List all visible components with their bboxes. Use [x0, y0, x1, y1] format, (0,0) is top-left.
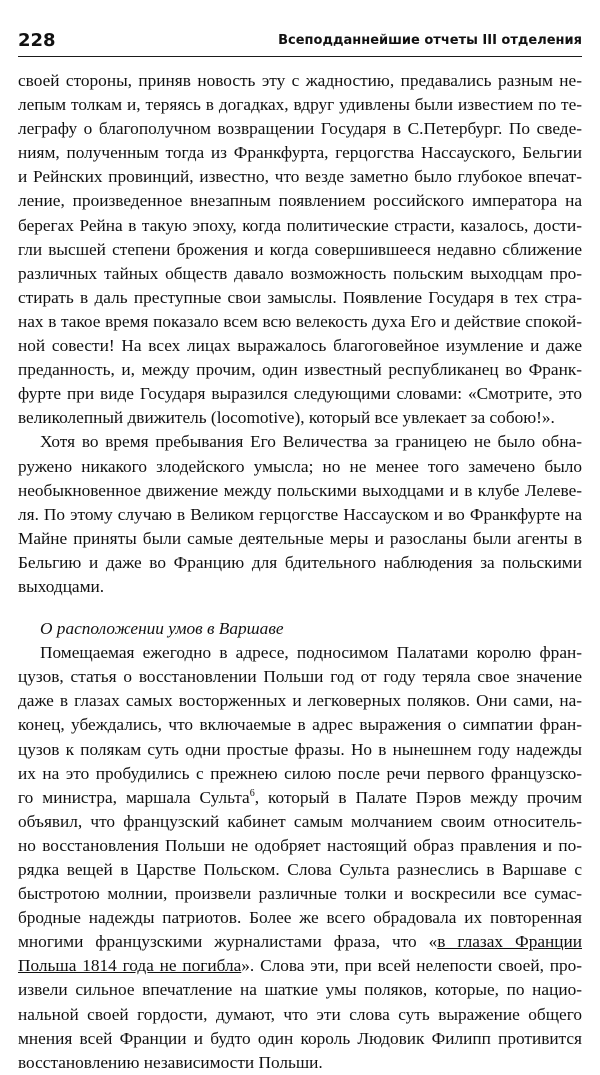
line-text: го министра, маршала Сульта	[18, 787, 250, 807]
text-line: восстановлению независимости Польши.	[18, 1052, 323, 1072]
text-line: ной совести! На всех лицах выражалось благоговейное изумление и даже	[18, 336, 582, 356]
text-line: ружено никакого злодейского умысла; но не менее того замечено было	[18, 456, 582, 476]
text-line: стирать в даль преступные свои замыслы. Появление Государя в тех стра-	[18, 287, 582, 307]
line-text: многими французскими журналистами фраза, что «	[18, 932, 438, 952]
text-line-with-footnote	[18, 786, 582, 810]
text-line: цузов к полякам суть одни простые фразы. Но в нынешнем году надежды	[18, 739, 582, 759]
text-line: берегах Рейна в такую эпоху, когда политические страсти, казалось, дости-	[18, 215, 582, 235]
text-line: и Рейнских провинций, известно, что везде заметно было глубокое впечат-	[18, 167, 582, 187]
underlined-quote: в глазах Франции	[437, 932, 582, 952]
line-text: ». Слова эти, при всей нелепости своей, про-	[241, 956, 582, 976]
footnote-reference: 6	[249, 787, 255, 799]
text-line: конец, убеждались, что включаемые в адрес выражения о симпатии фран-	[18, 715, 582, 735]
text-line: извели сильное впечатление на шаткие умы поляков, которые, по нацио-	[18, 980, 582, 1000]
text-line: гли высшей степени брожения и когда совершившееся недавно сближение	[18, 239, 582, 259]
underlined-quote: Польша 1814 года не погибла	[18, 956, 242, 976]
text-line: Хотя во время пребывания Его Величества за границею не было обна-	[40, 432, 582, 452]
line-text: , который в Палате Пэров между прочим	[254, 787, 582, 807]
text-line: леграфу о благополучном возвращении Государя в С.Петербург. По сведе-	[18, 119, 582, 139]
text-line: нальной своей гордости, думают, что эти слова суть выражение общего	[18, 1004, 582, 1024]
text-line: своей стороны, приняв новость эту с жадностию, предавались разным не-	[18, 71, 582, 90]
page-number: 228	[18, 30, 56, 51]
text-line: но восстановления Польши не одобряет настоящий образ правления и по-	[18, 835, 582, 855]
text-line: ниям, полученным тогда из Франкфурта, герцогства Нассауского, Бельгии	[18, 143, 582, 163]
text-line: их на это пробудились с прежнею силою после речи первого французско-	[18, 763, 582, 783]
text-line: Бельгию и даже во Францию для бдительного наблюдения за польскими	[18, 552, 582, 572]
text-line: объявил, что французский кабинет самым молчанием своим относитель-	[18, 811, 582, 831]
text-line-with-quote	[18, 930, 582, 954]
text-line: мнения всей Франции и будто один король Людовик Филипп противится	[18, 1028, 582, 1048]
text-line: великолепный движитель (locomotive), который все увлекает за собою!».	[18, 408, 555, 428]
text-line: фурте при виде Государя выразился следующими словами: «Смотрите, это	[18, 384, 582, 404]
text-line: лепым толкам и, теряясь в догадках, вдруг удивлены были известием по те-	[18, 95, 582, 115]
page-header	[18, 30, 582, 57]
text-line: преданность, и, между прочим, один известный республиканец во Франк-	[18, 360, 582, 380]
text-line: ление, произведенное внезапным появлением российского императора на	[18, 191, 582, 211]
body-text	[18, 69, 582, 1075]
text-line: необыкновенное движение между польскими выходцами и в клубе Лелеве-	[18, 480, 582, 500]
running-title: Всеподданнейшие отчеты III отделения	[278, 33, 582, 48]
text-line: быстротою молнии, произвели различные толки и воскресили все сумас-	[18, 884, 582, 904]
text-line: Помещаемая ежегодно в адресе, подносимом Палатами королю фран-	[40, 643, 582, 663]
section-heading: О расположении умов в Варшаве	[40, 619, 284, 639]
paragraph-2	[18, 430, 582, 599]
text-line: цузов, статья о восстановлении Польши год от году теряла свое значение	[18, 667, 582, 687]
text-line: различных тайных обществ давало возможность польским выходцам про-	[18, 263, 582, 283]
text-line: Майне приняты были самые деятельные меры и разосланы были агенты в	[18, 528, 582, 548]
paragraph-3	[18, 641, 582, 1075]
paragraph-1	[18, 69, 582, 430]
text-line: даже в глазах самых восторженных и легковерных поляков. Они сами, на-	[18, 691, 582, 711]
text-line: ля. По этому случаю в Великом герцогстве Нассауском и во Франкфурте на	[18, 504, 582, 524]
text-line: рядка вещей в Царстве Польском. Слова Сульта разнеслись в Варшаве с	[18, 860, 582, 879]
text-line: бродные надежды патриотов. Более же всего обрадовала их повторенная	[18, 908, 582, 928]
text-line: нах в такое время показало всем всю велекость духа Его и действие спокой-	[18, 311, 582, 331]
text-line: выходцами.	[18, 576, 105, 596]
